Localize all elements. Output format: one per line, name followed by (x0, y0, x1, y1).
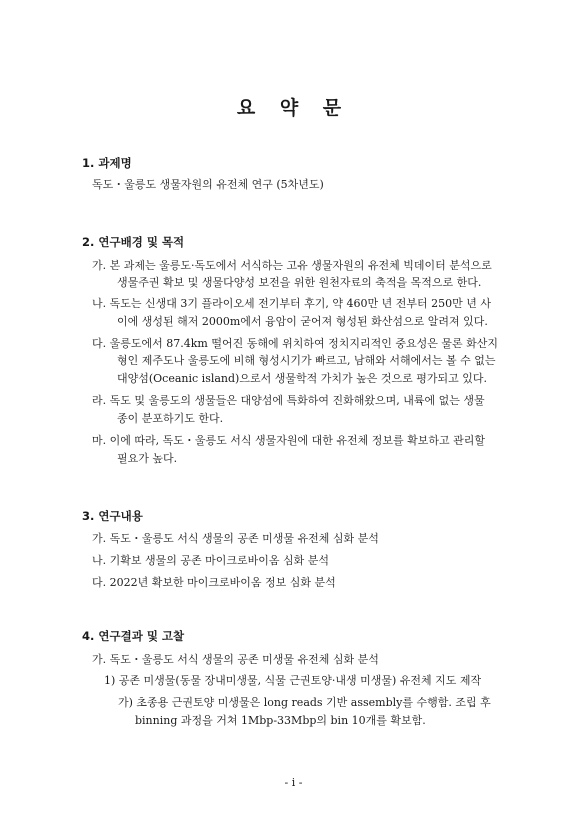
results-item-ga: 가. 독도・울릉도 서식 생물의 공존 미생물 유전체 심화 분석 (92, 653, 379, 666)
background-item-ga-line2: 생물주권 확보 및 생물다양성 보전을 위한 원천자료의 축적을 목적으로 한다. (117, 276, 482, 289)
background-item-ra-line1: 라. 독도 및 울릉도의 생물들은 대양섬에 특화하여 진화해왔으며, 내륙에 없는 생물 (92, 394, 485, 407)
contents-item-da: 다. 2022년 확보한 마이크로바이옴 정보 심화 분석 (92, 576, 336, 589)
background-item-da-line1: 다. 울릉도에서 87.4km 떨어진 동해에 위치하여 정치지리적인 중요성은 물론 화산지 (92, 337, 498, 350)
page-title: 요 약 문 (236, 97, 351, 119)
section-heading-results: 4. 연구결과 및 고찰 (82, 629, 185, 643)
section-heading-background: 2. 연구배경 및 목적 (82, 235, 185, 249)
background-item-na-line1: 나. 독도는 신생대 3기 플라이오세 전기부터 후기, 약 460만 년 전부터 250만 년 사 (92, 297, 491, 310)
project-name-text: 독도・울릉도 생물자원의 유전체 연구 (5차년도) (92, 178, 324, 191)
background-item-da-line2: 형인 제주도나 울릉도에 비해 형성시기가 빠르고, 남해와 서해에서는 볼 수 없는 (117, 354, 496, 367)
page-number: - i - (284, 776, 303, 789)
section-heading-contents: 3. 연구내용 (82, 509, 143, 523)
results-subsubitem-ga-line2: binning 과정을 거쳐 1Mbp-33Mbp의 bin 10개를 확보함. (135, 714, 426, 727)
results-subitem-1: 1) 공존 미생물(동물 장내미생물, 식물 근권토양·내생 미생물) 유전체 지도 제작 (104, 674, 482, 687)
section-heading-project-name: 1. 과제명 (82, 156, 132, 170)
background-item-ma-line2: 필요가 높다. (117, 452, 178, 465)
background-item-na-line2: 이에 생성된 해저 2000m에서 융암이 굳어져 형성된 화산섬으로 알려져 있다. (117, 315, 488, 328)
contents-item-na: 나. 기확보 생물의 공존 마이크로바이옴 심화 분석 (92, 554, 329, 567)
background-item-ga-line1: 가. 본 과제는 울릉도·독도에서 서식하는 고유 생물자원의 유전체 빅데이터 분석으로 (92, 259, 492, 272)
contents-item-ga: 가. 독도・울릉도 서식 생물의 공존 미생물 유전체 심화 분석 (92, 532, 379, 545)
results-subsubitem-ga-line1: 가) 초종용 근권토양 미생물은 long reads 기반 assembly를 수행함. 조립 후 (118, 696, 491, 709)
background-item-ma-line1: 마. 이에 따라, 독도・울릉도 서식 생물자원에 대한 유전체 정보를 확보하고 관리할 (92, 434, 485, 447)
background-item-da-line3: 대양섬(Oceanic island)으로서 생물학적 가치가 높은 것으로 평가되고 있다. (117, 372, 487, 385)
background-item-ra-line2: 종이 분포하기도 한다. (117, 412, 224, 425)
